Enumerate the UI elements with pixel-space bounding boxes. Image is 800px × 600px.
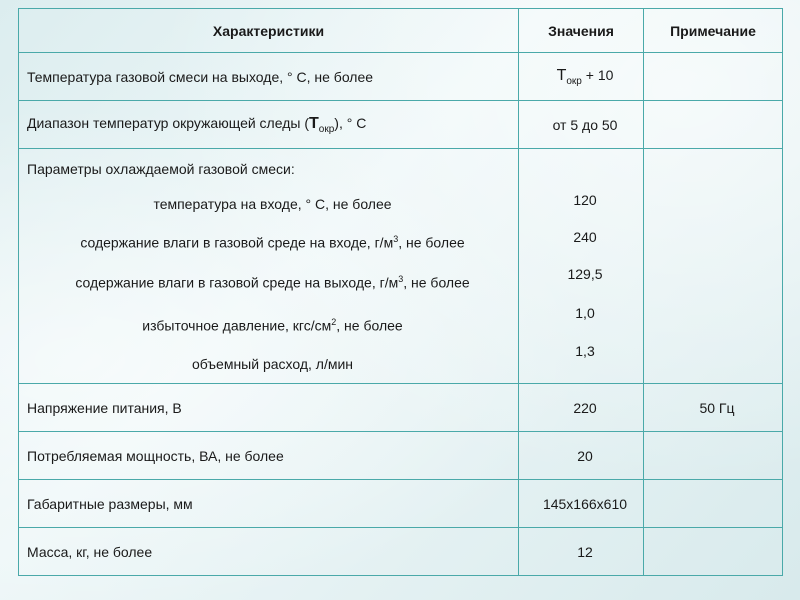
row-label: Масса, кг, не более [19, 528, 519, 576]
label-pre: Диапазон температур окружающей следы ( [27, 114, 309, 131]
label-post: ), ° С [334, 114, 367, 131]
value-rest: + 10 [581, 66, 614, 83]
row-value: 145х166х610 [519, 480, 644, 528]
table-row [19, 149, 783, 384]
row-label: Габаритные размеры, мм [19, 480, 519, 528]
subitem-label: объемный расход, л/мин [191, 356, 354, 372]
subitem-label: содержание влаги в газовой среде на входе, $г/м^3$, не более [80, 234, 465, 251]
table-row [19, 432, 783, 480]
row-note [644, 432, 783, 480]
table-header-row [19, 9, 783, 53]
specifications-table [18, 8, 783, 576]
row-note [644, 480, 783, 528]
table-row [19, 384, 783, 432]
table-row [19, 101, 783, 149]
row-label: Потребляемая мощность, ВА, не более [19, 432, 519, 480]
row-note [644, 101, 783, 149]
subitem-value: 129,5 [567, 266, 603, 282]
symbol-subscript: окр [318, 123, 335, 135]
subitem-label: температура на входе, ° С, не более [153, 196, 392, 212]
header-values: Значения [519, 9, 644, 53]
symbol-t: Т [309, 114, 319, 132]
header-characteristics: Характеристики [19, 9, 519, 53]
row-value: от 5 до 50 [519, 101, 644, 149]
row-note [644, 528, 783, 576]
row-note [644, 53, 783, 101]
row-value: 12 [519, 528, 644, 576]
subitem-value: 120 [573, 192, 597, 208]
row-value: 20 [519, 432, 644, 480]
subitem-value: 240 [573, 229, 597, 245]
header-notes: Примечание [644, 9, 783, 53]
row-value [519, 53, 644, 101]
row-label: Температура газовой смеси на выходе, ° С, не более [19, 53, 519, 101]
row-label [19, 149, 519, 384]
row-value [519, 149, 644, 384]
subitem-value: 1,3 [575, 343, 595, 359]
row-note [644, 149, 783, 384]
subitem-value: 1,0 [575, 305, 595, 321]
row-label [19, 101, 519, 149]
subitem-label: содержание влаги в газовой среде на выходе, $г/м^3$, не более [75, 274, 470, 291]
table-row [19, 528, 783, 576]
row-note: 50 Гц [644, 384, 783, 432]
symbol-t: Т [556, 66, 567, 84]
symbol-subscript: окр [566, 75, 582, 87]
group-heading: Параметры охлаждаемой газовой смеси: [27, 161, 295, 177]
subitem-label: избыточное давление, кгс/$см^2$, не более [142, 317, 403, 334]
row-label: Напряжение питания, В [19, 384, 519, 432]
row-value: 220 [519, 384, 644, 432]
table-row [19, 480, 783, 528]
table-row [19, 53, 783, 101]
